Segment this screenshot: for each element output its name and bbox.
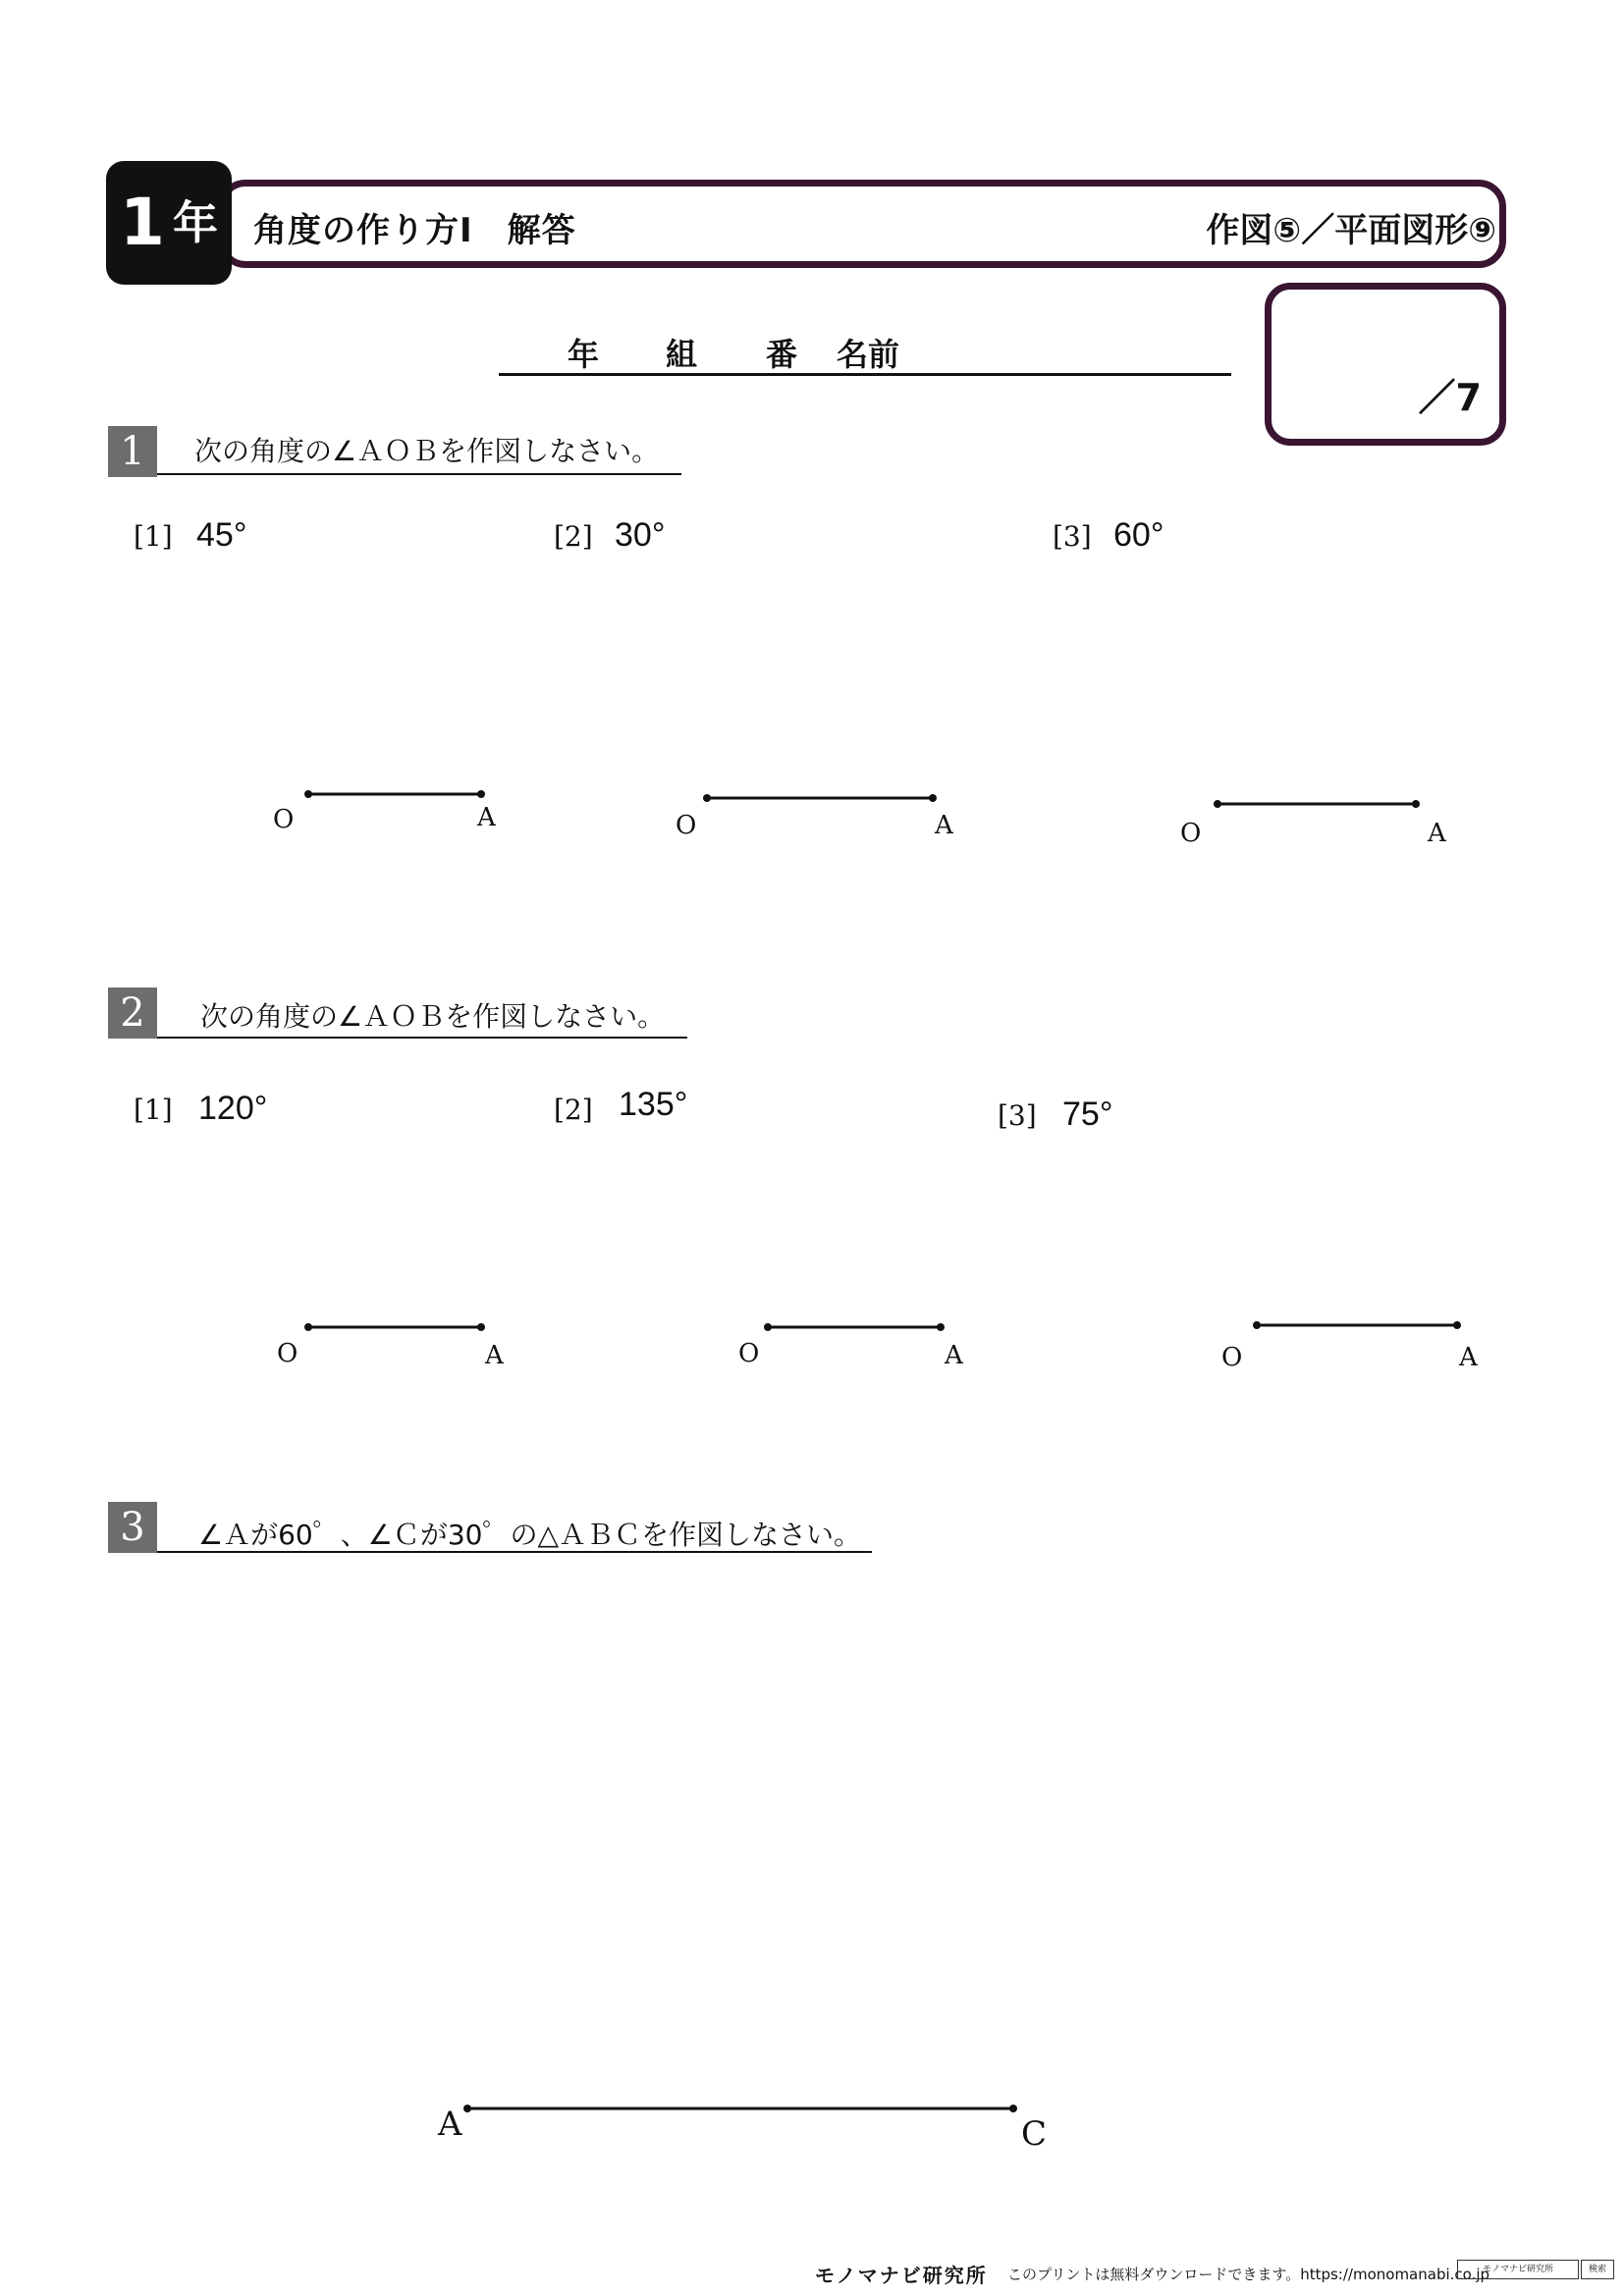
q1-instruction: 次の角度の∠ＡＯＢを作図しなさい。 <box>194 435 660 467</box>
name-label: 名前 <box>837 336 900 373</box>
q1-label-a-3: A <box>1428 819 1446 848</box>
q1-label-o-1: O <box>273 805 295 834</box>
q2-point-a-3 <box>1453 1321 1461 1329</box>
q1-item3-label: [3] <box>1053 520 1092 553</box>
q3-point-a <box>463 2105 471 2112</box>
q2-item2-label: [2] <box>554 1094 593 1126</box>
q2-item1-angle: 120° <box>198 1090 268 1127</box>
q1-item3-angle: 60° <box>1113 516 1164 554</box>
q1-item2-angle: 30° <box>615 516 666 554</box>
q2-label-o-3: O <box>1221 1343 1243 1372</box>
q3-number: 3 <box>108 1502 157 1553</box>
q2-instruction: 次の角度の∠ＡＯＢを作図しなさい。 <box>200 1000 666 1033</box>
grade-badge <box>106 161 232 285</box>
q1-point-a-2 <box>929 794 937 802</box>
q2-label-a-2: A <box>945 1341 963 1370</box>
q1-point-o-2 <box>703 794 711 802</box>
q2-item3-label: [3] <box>998 1099 1037 1132</box>
q2-point-o-1 <box>304 1323 312 1331</box>
q1-label-a-1: A <box>477 803 496 832</box>
q1-label-a-2: A <box>935 811 953 840</box>
footer-search-button[interactable]: 検索 <box>1581 2260 1614 2279</box>
q3-label-c: C <box>1021 2114 1048 2154</box>
footer-search-box[interactable]: モノマナビ研究所 <box>1457 2260 1579 2279</box>
q1-point-a-3 <box>1412 800 1420 808</box>
footer-text: このプリントは無料ダウンロードできます。https://monomanabi.co.jp <box>1007 2266 1490 2283</box>
q3-instruction: ∠Ａが60゜、∠Ｃが30゜の△ＡＢＣを作図しなさい。 <box>198 1519 861 1551</box>
q2-label-o-2: O <box>738 1339 760 1368</box>
q2-label-a-3: A <box>1459 1343 1478 1372</box>
q1-point-o-3 <box>1214 800 1221 808</box>
q2-label-o-1: O <box>277 1339 298 1368</box>
q2-number: 2 <box>108 988 157 1039</box>
grade-unit: 年 <box>172 196 218 249</box>
q2-item2-angle: 135° <box>619 1086 688 1123</box>
q2-label-a-1: A <box>485 1341 504 1370</box>
q2-point-a-2 <box>937 1323 945 1331</box>
q1-item1-label: [1] <box>134 520 173 553</box>
year-label: 年 <box>568 336 600 373</box>
q1-number: 1 <box>108 426 157 477</box>
q3-label-a: A <box>438 2105 462 2144</box>
grade-number: 1 <box>120 185 165 260</box>
score-total: ／7 <box>1418 376 1482 419</box>
footer-logo: モノマナビ研究所 <box>815 2264 988 2287</box>
q2-point-o-3 <box>1253 1321 1261 1329</box>
q1-label-o-3: O <box>1180 819 1202 848</box>
q1-point-o-1 <box>304 790 312 798</box>
q1-item2-label: [2] <box>554 520 593 553</box>
q2-item1-label: [1] <box>134 1094 173 1126</box>
q2-point-a-1 <box>477 1323 485 1331</box>
q2-item3-angle: 75° <box>1062 1095 1113 1133</box>
q1-item1-angle: 45° <box>196 516 247 554</box>
q1-point-a-1 <box>477 790 485 798</box>
class-label: 組 <box>666 336 698 373</box>
q2-point-o-2 <box>764 1323 772 1331</box>
q3-point-c <box>1009 2105 1017 2112</box>
number-label: 番 <box>766 336 798 373</box>
page-title: 角度の作り方Ⅰ 解答 <box>253 211 576 250</box>
page-category: 作図⑤／平面図形⑨ <box>1206 211 1496 250</box>
q1-label-o-2: O <box>676 811 697 840</box>
